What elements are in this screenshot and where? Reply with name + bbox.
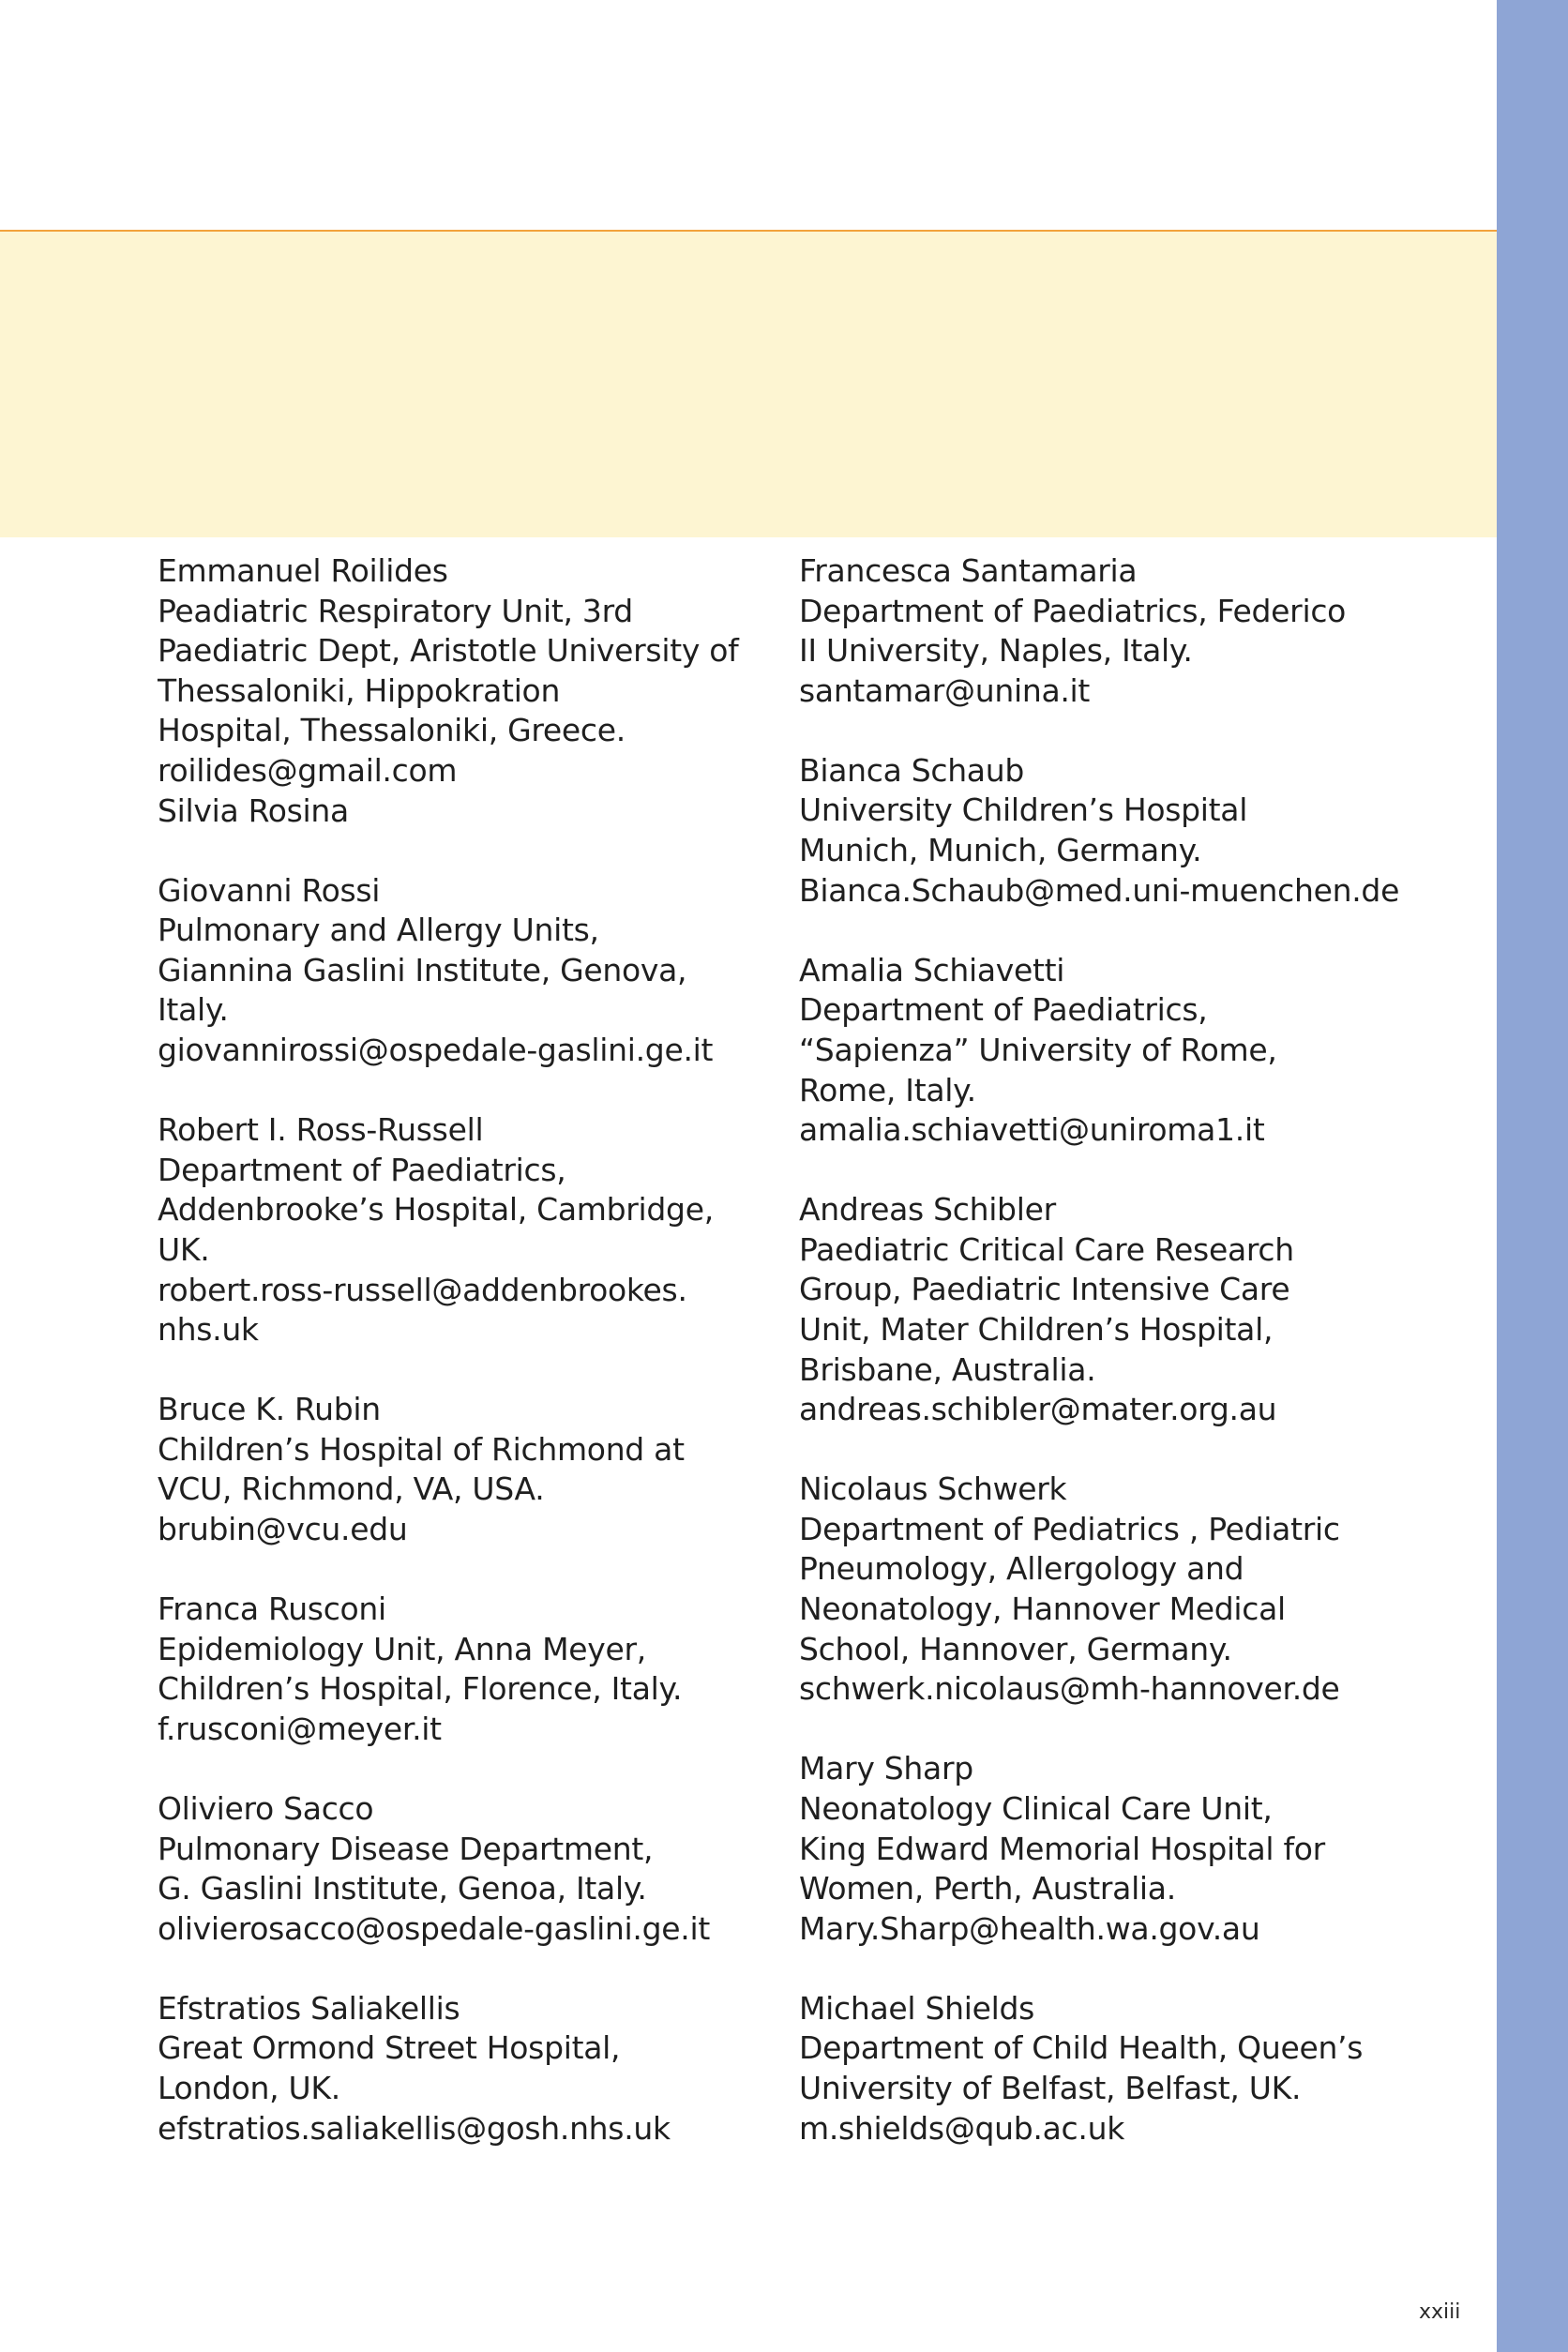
contributor-entry [799,551,1409,711]
contributor-entry [799,951,1409,1151]
contributor-affiliation-line: Paediatric Critical Care Research [799,1230,1294,1268]
contributor-affiliation-line: nhs.uk [158,1311,259,1349]
contributor-entry [158,1390,767,1549]
contributor-email: m.shields@qub.ac.uk [799,2109,1125,2147]
contributor-email: roilides@gmail.com [158,751,458,789]
contributor-entry [158,551,767,831]
contributor-email: olivierosacco@ospedale-gaslini.ge.it [158,1909,710,1947]
contributor-affiliation-line: UK. [158,1230,210,1268]
contributor-affiliation-line: Department of Pediatrics , Pediatric [799,1510,1340,1547]
contributor-email: brubin@vcu.edu [158,1510,408,1547]
contributor-name: Bianca Schaub [799,751,1024,789]
contributor-name: Mary Sharp [799,1750,973,1787]
contributor-affiliation-line: Italy. [158,991,229,1029]
contributor-affiliation-line: Department of Paediatrics, Federico [799,592,1347,629]
contributor-name: Robert I. Ross-Russell [158,1111,484,1149]
contributor-affiliation-line: Brisbane, Australia. [799,1350,1096,1388]
contributor-affiliation-line: Epidemiology Unit, Anna Meyer, [158,1630,646,1667]
contributors-right-column [799,551,1409,2189]
contributor-email: schwerk.nicolaus@mh-hannover.de [799,1670,1340,1708]
contributor-name: Francesca Santamaria [799,552,1138,589]
contributor-name: Andreas Schibler [799,1191,1056,1229]
contributor-affiliation-line: Neonatology Clinical Care Unit, [799,1789,1273,1827]
contributor-entry [799,1190,1409,1430]
contributor-affiliation-line: Great Ormond Street Hospital, [158,2029,621,2067]
contributor-name: Amalia Schiavetti [799,951,1065,988]
contributor-affiliation-line: Children’s Hospital of Richmond at [158,1430,685,1468]
contributor-name: Franca Rusconi [158,1591,386,1628]
contributor-affiliation-line: Unit, Mater Children’s Hospital, [799,1311,1274,1348]
contributor-name: Emmanuel Roilides [158,552,448,589]
contributor-affiliation-line: Department of Child Health, Queen’s [799,2029,1364,2067]
contributor-affiliation-line: Neonatology, Hannover Medical [799,1591,1286,1628]
contributor-name: Oliviero Sacco [158,1789,374,1827]
contributors-left-column [158,551,767,2189]
contributor-email: giovannirossi@ospedale-gaslini.ge.it [158,1032,714,1069]
side-color-band [1497,0,1568,2352]
contributor-entry [158,1789,767,1949]
contributor-affiliation-line: University of Belfast, Belfast, UK. [799,2070,1302,2106]
contributor-entry [799,751,1409,911]
contributor-affiliation-line: London, UK. [158,2070,340,2106]
contributor-affiliation-line: School, Hannover, Germany. [799,1630,1232,1667]
contributor-affiliation-line: King Edward Memorial Hospital for [799,1830,1325,1867]
contributor-email: amalia.schiavetti@uniroma1.it [799,1111,1265,1149]
contributor-affiliation-line: Department of Paediatrics, [799,991,1208,1029]
contributor-affiliation-line: Group, Paediatric Intensive Care [799,1271,1290,1308]
contributor-affiliation-line: Silvia Rosina [158,792,349,829]
contributor-email: santamar@unina.it [799,671,1091,709]
contributor-name: Michael Shields [799,1989,1035,2027]
contributor-affiliation-line: VCU, Richmond, VA, USA. [158,1470,545,1508]
contributor-name: Giovanni Rossi [158,871,381,909]
contributor-affiliation-line: Paediatric Dept, Aristotle University of [158,632,739,670]
contributor-affiliation-line: Pulmonary and Allergy Units, [158,912,599,949]
contributor-entry [799,1470,1409,1710]
contributor-entry [158,1989,767,2148]
page-number: xxiii [1419,2300,1461,2324]
contributor-entry [799,1989,1409,2148]
contributor-email: f.rusconi@meyer.it [158,1710,442,1747]
header-band [0,232,1497,537]
contributor-entry [158,1110,767,1350]
contributor-affiliation-line: Thessaloniki, Hippokration [158,671,561,709]
contributor-email: andreas.schibler@mater.org.au [799,1391,1277,1428]
contributor-affiliation-line: Children’s Hospital, Florence, Italy. [158,1670,683,1708]
contributor-affiliation-line: Pneumology, Allergology and [799,1550,1244,1588]
contributor-affiliation-line: Giannina Gaslini Institute, Genova, [158,951,687,988]
contributor-affiliation-line: University Children’s Hospital [799,792,1248,829]
contributor-email: robert.ross-russell@addenbrookes. [158,1271,687,1308]
contributor-email: Mary.Sharp@health.wa.gov.au [799,1909,1260,1947]
contributor-name: Nicolaus Schwerk [799,1470,1067,1508]
contributor-entry [799,1749,1409,1949]
contributor-affiliation-line: II University, Naples, Italy. [799,632,1193,670]
contributor-affiliation-line: “Sapienza” University of Rome, [799,1031,1277,1068]
contributor-email: Bianca.Schaub@med.uni-muenchen.de [799,871,1400,909]
contributor-name: Efstratios Saliakellis [158,1989,460,2027]
contributor-entry [158,1590,767,1749]
contributor-affiliation-line: Women, Perth, Australia. [799,1870,1176,1907]
contributor-name: Bruce K. Rubin [158,1391,381,1428]
contributor-affiliation-line: Hospital, Thessaloniki, Greece. [158,712,626,749]
contributor-email: efstratios.saliakellis@gosh.nhs.uk [158,2109,671,2147]
contributor-affiliation-line: Munich, Munich, Germany. [799,832,1202,869]
contributor-entry [158,871,767,1071]
contributor-affiliation-line: Pulmonary Disease Department, [158,1830,654,1867]
contributor-affiliation-line: Rome, Italy. [799,1071,976,1108]
contributor-affiliation-line: Peadiatric Respiratory Unit, 3rd [158,592,633,629]
contributor-affiliation-line: Addenbrooke’s Hospital, Cambridge, [158,1191,714,1229]
contributor-affiliation-line: Department of Paediatrics, [158,1151,566,1188]
contributor-affiliation-line: G. Gaslini Institute, Genoa, Italy. [158,1870,647,1907]
